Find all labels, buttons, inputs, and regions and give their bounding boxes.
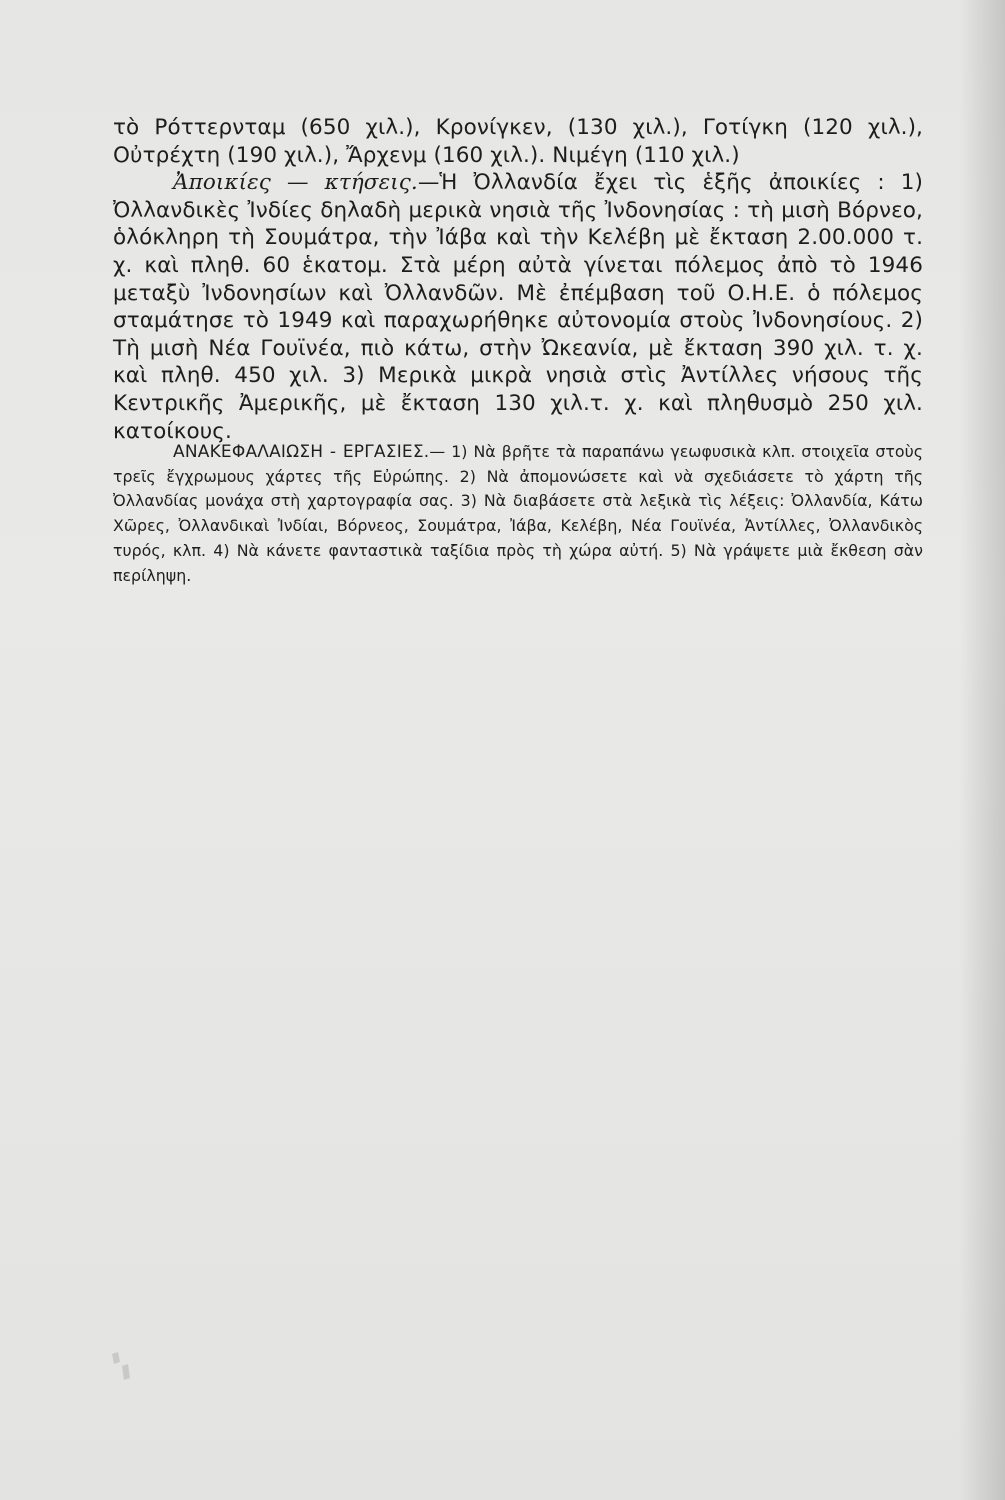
summary-text: — 1) Νὰ βρῆτε τὰ παραπάνω γεωφυσικὰ κλπ. στοιχεῖα στοὺς τρεῖς ἔγχρωμους χάρτες τῆς Εὐρώπης. 2) Νὰ ἀπομονώσετε καὶ νὰ σχεδιάσετε τὸ χάρτη τῆς Ὀλλανδίας μονάχα στὴ χαρτογραφία σας. 3) Νὰ διαβάσετε στὰ λεξικὰ τὶς λέξεις: Ὀλλανδία, Κάτω Χῶρες, Ὀλλανδικαὶ Ἰνδίαι, Βόρνεος, Σουμάτρα, Ἰάβα, Κελέβη, Νέα Γουϊνέα, Ἀντίλλες, Ὀλλανδικὸς τυρός, κλπ. 4) Νὰ κάνετε φανταστικὰ ταξίδια πρὸς τὴ χώρα αὐτή. 5) Νὰ γράψετε μιὰ ἔκθεση σὰν περίληψη. <box>113 442 923 585</box>
page-gutter-shadow <box>959 0 1005 1500</box>
colonies-heading: Ἀποικίες — κτήσεις. <box>173 170 418 196</box>
page-smudge-mark <box>108 1350 134 1384</box>
main-text-block <box>113 114 923 445</box>
summary-heading: ΑΝΑΚΕΦΑΛΑΙΩΣΗ - ΕΡΓΑΣΙΕΣ. <box>173 442 430 462</box>
summary-block <box>113 440 923 588</box>
colonies-text: —Ἡ Ὀλλανδία ἔχει τὶς ἑξῆς ἀποικίες : 1) Ὀλλανδικὲς Ἰνδίες δηλαδὴ μερικὰ νησιὰ τῆς Ἰνδονησίας : τὴ μισὴ Βόρνεο, ὁλόκληρη τὴ Σουμάτρα, τὴν Ἰάβα καὶ τὴν Κελέβη μὲ ἔκταση 2.00.000 τ. χ. καὶ πληθ. 60 ἑκατομ. Στὰ μέρη αὐτὰ γίνεται πόλεμος ἀπὸ τὸ 1946 μεταξὺ Ἰνδονησίων καὶ Ὀλλανδῶν. Μὲ ἐπέμβαση τοῦ Ο.Η.Ε. ὁ πόλεμος σταμάτησε τὸ 1949 καὶ παραχωρήθηκε αὐτονομία στοὺς Ἰνδονησίους. 2) Τὴ μισὴ Νέα Γουϊνέα, πιὸ κάτω, στὴν Ὠκεανία, μὲ ἔκταση 390 χιλ. τ. χ. καὶ πληθ. 450 χιλ. 3) Μερικὰ μικρὰ νησιὰ στὶς Ἀντίλλες νήσους τῆς Κεντρικῆς Ἀμερικῆς, μὲ ἔκταση 130 χιλ.τ. χ. καὶ πληθυσμὸ 250 χιλ. κατοίκους. <box>113 170 923 444</box>
summary-paragraph <box>113 440 923 588</box>
cities-paragraph: τὸ Ρόττερνταμ (650 χιλ.), Κρονίγκεν, (130 χιλ.), Γοτίγκη (120 χιλ.), Οὐτρέχτη (190 χιλ.), Ἄρχενμ (160 χιλ.). Νιμέγη (110 χιλ.) <box>113 115 923 168</box>
colonies-paragraph <box>113 169 923 445</box>
